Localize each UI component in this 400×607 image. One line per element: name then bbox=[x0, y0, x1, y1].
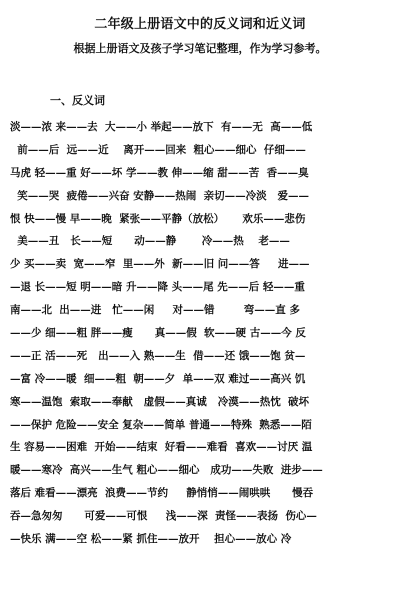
text-line: 马虎 轻——重 好——坏 学——教 伸——缩 甜——苦 香——臭 bbox=[10, 166, 309, 179]
antonym-list bbox=[10, 116, 392, 551]
text-line: 落后 难看——漂亮 浪费——节约 静悄悄——闹哄哄 慢吞 bbox=[10, 487, 314, 500]
text-line: 前——后 远——近 离开——回来 粗心——细心 仔细—— bbox=[10, 143, 306, 156]
document-subtitle: 根据上册语文及孩子学习笔记整理，作为学习参考。 bbox=[73, 42, 327, 55]
text-line: —富 冷——暖 细——粗 朝——夕 单——双 难过——高兴 饥 bbox=[10, 372, 306, 385]
text-line: 少 买——卖 宽——窄 里——外 新——旧 问——答 进—— bbox=[10, 258, 310, 271]
text-line: ——少 细——粗 胖——瘦 真——假 软——硬 古——今 反 bbox=[10, 327, 306, 340]
text-line: 美——丑 长——短 动——静 冷——热 老—— bbox=[10, 235, 290, 248]
text-line: 寒——温饱 索取——奉献 虚假——真诚 冷漠——热忱 破坏 bbox=[10, 395, 310, 408]
text-line: ——保护 危险——安全 复杂——简单 普通——特殊 熟悉——陌 bbox=[10, 418, 312, 431]
text-line: —快乐 满——空 松——紧 抓住——放开 担心——放心 冷 bbox=[10, 533, 292, 546]
text-line: 恨 快——慢 早——晚 紧张——平静（放松） 欢乐——悲伤 bbox=[10, 212, 306, 225]
text-line: —退 长——短 明——暗 升——降 头——尾 先——后 轻——重 bbox=[10, 281, 305, 294]
text-line: 吞—急匆匆 可爱——可恨 浅——深 责怪——表扬 伤心— bbox=[10, 510, 317, 523]
text-line: 暖——寒冷 高兴——生气 粗心——细心 成功——失败 进步—— bbox=[10, 464, 323, 477]
text-line: 淡——浓 来——去 大——小 举起——放下 有——无 高——低 bbox=[10, 121, 313, 133]
document-title: 二年级上册语文中的反义词和近义词 bbox=[94, 17, 306, 32]
text-line: 笑——哭 疲倦——兴奋 安静——热闹 亲切——冷淡 爱—— bbox=[10, 189, 310, 202]
text-line: 生 容易——困难 开始——结束 好看——难看 喜欢——讨厌 温 bbox=[10, 441, 313, 454]
text-line: ——正 活——死 出——入 熟——生 借——还 饿——饱 贫— bbox=[10, 349, 306, 362]
text-line: 南——北 出——进 忙——闲 对——错 弯——直 多 bbox=[10, 304, 300, 317]
section-heading: 一、反义词 bbox=[50, 94, 105, 107]
